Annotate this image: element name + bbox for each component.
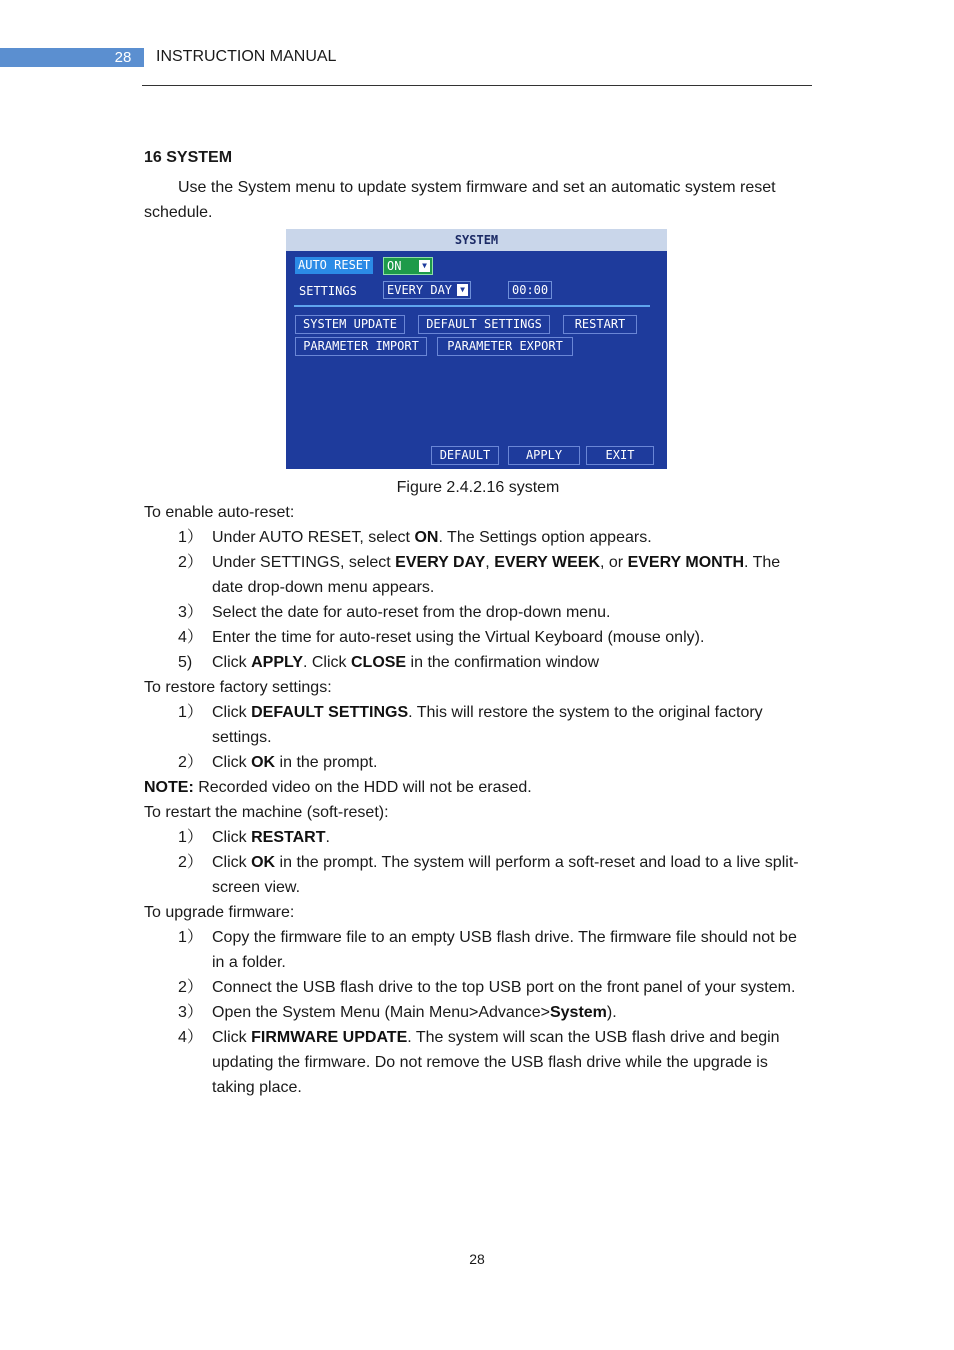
restart-button[interactable]: RESTART (563, 315, 637, 334)
list-item (144, 650, 812, 675)
header-title: INSTRUCTION MANUAL (156, 48, 337, 65)
step-text: in the prompt. (275, 754, 378, 771)
list-item (144, 975, 812, 1000)
list-item (144, 525, 812, 550)
step-number: 2） (178, 554, 203, 571)
step-text: Open the System Menu (Main Menu>Advance> (212, 1004, 550, 1021)
step-number: 2） (178, 854, 203, 871)
note-label: NOTE: (144, 779, 194, 796)
footer-page-number: 28 (469, 1251, 485, 1267)
default-settings-button[interactable]: DEFAULT SETTINGS (418, 315, 550, 334)
step-text: Under SETTINGS, select (212, 554, 396, 571)
step-text: Click (212, 654, 252, 671)
auto-reset-label: AUTO RESET (295, 257, 373, 274)
settings-dropdown[interactable] (383, 281, 471, 299)
auto-reset-steps (144, 525, 812, 675)
system-menu-screen (286, 229, 667, 469)
step-bold: System (549, 1004, 607, 1021)
step-bold: CLOSE (350, 654, 407, 671)
header-page-number: 28 (114, 49, 132, 66)
step-bold: RESTART (251, 829, 326, 846)
parameter-import-button[interactable]: PARAMETER IMPORT (295, 337, 427, 356)
step-text: Copy the firmware file to an empty USB flash drive. The firmware file should not be in a folder. (212, 929, 797, 971)
firmware-steps (144, 925, 812, 1100)
factory-heading: To restore factory settings: (144, 679, 332, 696)
auto-reset-dropdown[interactable] (383, 257, 433, 275)
step-text: . This will restore the system to the original factory settings. (212, 704, 763, 746)
list-item (144, 825, 812, 850)
exit-button[interactable]: EXIT (586, 446, 654, 465)
screen-divider (294, 305, 650, 307)
step-number: 4） (178, 1029, 203, 1046)
list-item (144, 550, 812, 600)
step-number: 3） (178, 604, 203, 621)
list-item (144, 1025, 812, 1100)
step-text: Click (212, 854, 252, 871)
step-text: , (485, 554, 495, 571)
note (144, 775, 812, 800)
step-bold: EVERY DAY (395, 554, 486, 571)
step-bold: FIRMWARE UPDATE (251, 1029, 408, 1046)
apply-button[interactable]: APPLY (508, 446, 580, 465)
step-text: Click (212, 829, 252, 846)
settings-value: EVERY DAY (387, 283, 453, 297)
header-divider (142, 85, 812, 86)
list-item (144, 700, 812, 750)
step-bold: OK (251, 754, 276, 771)
step-bold: ON (414, 529, 439, 546)
step-text: in the prompt. The system will perform a soft-reset and load to a live split-screen view. (212, 854, 799, 896)
step-text: . (325, 829, 330, 846)
page-content (144, 145, 812, 1100)
default-button[interactable]: DEFAULT (431, 446, 499, 465)
step-number: 4） (178, 629, 203, 646)
step-text: Connect the USB flash drive to the top USB port on the front panel of your system. (212, 979, 796, 996)
step-text: . The system will scan the USB flash drive and begin updating the firmware. Do not remove the USB flash drive while the upgrade is taking place. (212, 1029, 780, 1096)
step-text: Click (212, 704, 252, 721)
step-bold: OK (251, 854, 276, 871)
step-text: in the confirmation window (406, 654, 600, 671)
step-text: Under AUTO RESET, select (212, 529, 415, 546)
list-item (144, 600, 812, 625)
step-text: ). (606, 1004, 617, 1021)
step-bold: EVERY WEEK (494, 554, 600, 571)
step-number: 1） (178, 529, 203, 546)
restart-steps (144, 825, 812, 900)
figure (144, 229, 812, 469)
step-number: 1） (178, 829, 203, 846)
step-text: . Click (302, 654, 351, 671)
step-text: , or (600, 554, 628, 571)
chevron-down-icon: ▼ (457, 284, 468, 296)
section-intro: Use the System menu to update system firmware and set an automatic system reset schedule. (144, 179, 776, 221)
settings-label: SETTINGS (299, 284, 357, 298)
step-number: 2） (178, 754, 203, 771)
list-item (144, 1000, 812, 1025)
step-number: 5) (178, 654, 193, 671)
step-text: . The Settings option appears. (438, 529, 652, 546)
factory-steps (144, 700, 812, 775)
list-item (144, 850, 812, 900)
screen-title: SYSTEM (286, 229, 667, 251)
step-text: Select the date for auto-reset from the drop-down menu. (212, 604, 611, 621)
step-bold: APPLY (251, 654, 303, 671)
step-text: Click (212, 1029, 252, 1046)
auto-reset-heading: To enable auto-reset: (144, 504, 295, 521)
step-number: 1） (178, 704, 203, 721)
parameter-export-button[interactable]: PARAMETER EXPORT (437, 337, 573, 356)
note-text: Recorded video on the HDD will not be erased. (193, 779, 532, 796)
step-number: 3） (178, 1004, 203, 1021)
restart-heading: To restart the machine (soft-reset): (144, 804, 389, 821)
system-update-button[interactable]: SYSTEM UPDATE (295, 315, 405, 334)
step-bold: DEFAULT SETTINGS (251, 704, 409, 721)
step-number: 1） (178, 929, 203, 946)
firmware-heading: To upgrade firmware: (144, 904, 295, 921)
step-text: . The date drop-down menu appears. (212, 554, 781, 596)
list-item (144, 925, 812, 975)
auto-reset-value: ON (387, 259, 402, 273)
list-item (144, 750, 812, 775)
list-item (144, 625, 812, 650)
step-text: Click (212, 754, 252, 771)
chevron-down-icon: ▼ (419, 260, 430, 272)
section-title: 16 SYSTEM (144, 149, 233, 166)
time-field[interactable]: 00:00 (508, 281, 552, 299)
figure-caption: Figure 2.4.2.16 system (396, 479, 560, 496)
step-text: Enter the time for auto-reset using the Virtual Keyboard (mouse only). (212, 629, 705, 646)
step-bold: EVERY MONTH (627, 554, 745, 571)
step-number: 2） (178, 979, 203, 996)
